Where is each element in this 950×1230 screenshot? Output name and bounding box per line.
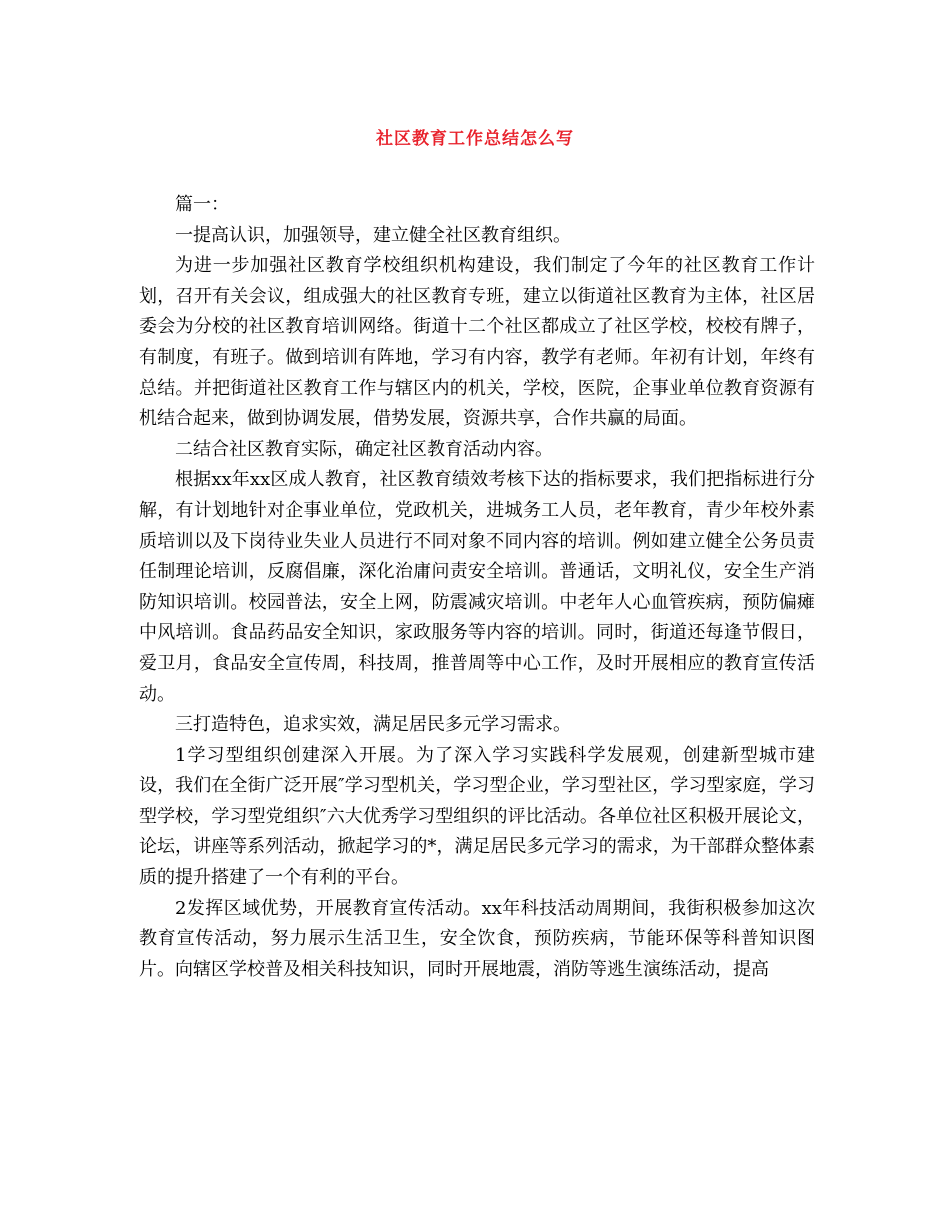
paragraph-section-one-heading: 一提高认识，加强领导，建立健全社区教育组织。 bbox=[175, 224, 571, 246]
paragraph-section-two-heading: 二结合社区教育实际，确定社区教育活动内容。 bbox=[175, 438, 553, 460]
paragraph-section-two-body: 根据xx年xx区成人教育，社区教育绩效考核下达的指标要求，我们把指标进行分解，有计划地针对企事业单位，党政机关，进城务工人员，老年教育，青少年校外素质培训以及下岗待业失业人员进行不同对象不同内容的培训。例如建立健全公务员责任制理论培训，反腐倡廉，深化治庸问责安全培训。普通话，文明礼仪，安全生产消防知识培训。校园普法，安全上网，防震减灾培训。中老年人心血管疾病，预防偏瘫中风培训。食品药品安全知识，家政服务等内容的培训。同时，街道还每逢节假日，爱卫月，食品安全宣传周，科技周，推普周等中心工作，及时开展相应的教育宣传活动。 bbox=[139, 469, 815, 705]
document-title: 社区教育工作总结怎么写 bbox=[376, 129, 574, 149]
paragraph-item-two: 2发挥区域优势，开展教育宣传活动。xx年科技活动周期间，我街积极参加这次教育宣传活动，努力展示生活卫生，安全饮食，预防疾病，节能环保等科普知识图片。向辖区学校普及相关科技知识，同时开展地震，消防等逃生演练活动，提高 bbox=[139, 897, 815, 980]
paragraph-section-three-heading: 三打造特色，追求实效，满足居民多元学习需求。 bbox=[175, 714, 571, 736]
document-body bbox=[139, 190, 815, 985]
paragraph-heading-part-one: 篇一： bbox=[175, 194, 229, 215]
paragraph-section-one-body: 为进一步加强社区教育学校组织机构建设，我们制定了今年的社区教育工作计划，召开有关会议，组成强大的社区教育专班，建立以街道社区教育为主体，社区居委会为分校的社区教育培训网络。街道十二个社区都成立了社区学校，校校有牌子，有制度，有班子。做到培训有阵地，学习有内容，教学有老师。年初有计划，年终有总结。并把街道社区教育工作与辖区内的机关，学校，医院，企事业单位教育资源有机结合起来，做到协调发展，借势发展，资源共享，合作共赢的局面。 bbox=[139, 255, 815, 430]
paragraph-item-one: 1学习型组织创建深入开展。为了深入学习实践科学发展观，创建新型城市建设，我们在全街广泛开展″学习型机关，学习型企业，学习型社区，学习型家庭，学习型学校，学习型党组织″六大优秀学习型组织的评比活动。各单位社区积极开展论文，论坛，讲座等系列活动，掀起学习的*，满足居民多元学习的需求，为干部群众整体素质的提升搭建了一个有利的平台。 bbox=[139, 744, 815, 889]
